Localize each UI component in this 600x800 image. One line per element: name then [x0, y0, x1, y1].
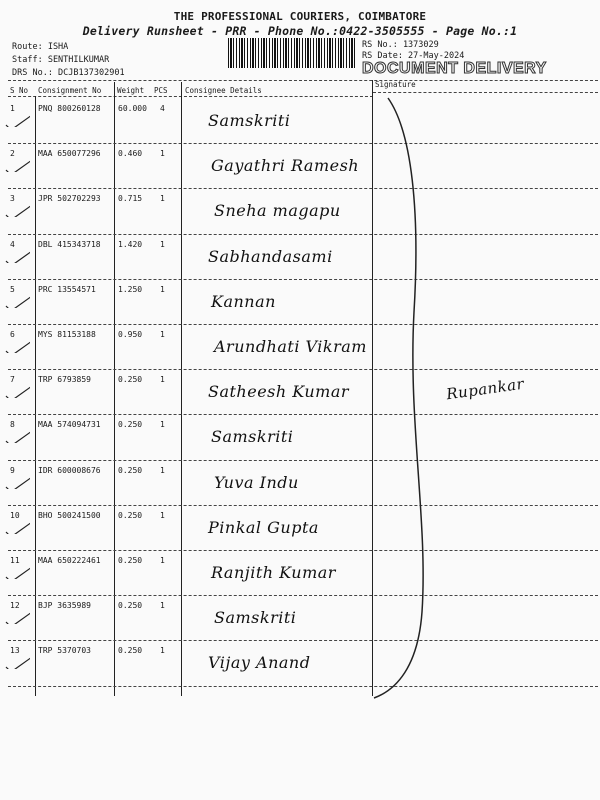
row-divider: [8, 595, 598, 596]
row-serial-number: 2: [10, 149, 15, 159]
column-header-details: Consignee Details: [185, 86, 262, 95]
row-consignee-name: Samskriti: [208, 111, 291, 130]
row-consignee-name: Yuva Indu: [214, 472, 299, 492]
check-mark-icon: [4, 429, 30, 443]
row-pieces: 1: [160, 284, 165, 294]
row-divider: [8, 143, 598, 144]
row-consignment-number: PRC 13554571: [38, 284, 96, 294]
row-serial-number: 8: [10, 420, 15, 430]
staff-label: Staff: SENTHILKUMAR: [12, 55, 110, 65]
row-pieces: 1: [160, 510, 165, 520]
row-consignment-number: BHO 500241500: [38, 510, 101, 520]
row-pieces: 1: [160, 465, 165, 475]
row-consignee-name: Kannan: [211, 291, 276, 311]
row-pieces: 1: [160, 420, 165, 430]
row-serial-number: 9: [10, 465, 15, 475]
row-serial-number: 11: [10, 556, 20, 565]
row-divider: [8, 640, 598, 641]
row-consignment-number: TRP 5370703: [38, 646, 91, 656]
check-mark-icon: [4, 520, 30, 534]
row-divider: [8, 550, 598, 551]
row-pieces: 1: [160, 330, 165, 339]
row-consignee-name: Arundhati Vikram: [214, 337, 367, 356]
row-serial-number: 10: [10, 510, 20, 520]
row-pieces: 1: [160, 194, 165, 204]
row-weight: 0.250: [118, 601, 143, 611]
row-weight: 0.460: [118, 149, 143, 159]
row-serial-number: 4: [10, 239, 15, 249]
column-header-signature: Signature: [375, 80, 416, 89]
row-divider: [8, 279, 598, 280]
signature-bracket: [372, 92, 432, 704]
row-divider: [8, 505, 598, 506]
row-weight: 1.250: [118, 284, 143, 294]
row-weight: 0.250: [118, 465, 143, 475]
row-weight: 1.420: [118, 239, 143, 249]
row-consignee-name: Sneha magapu: [214, 201, 341, 221]
row-consignee-name: Vijay Anand: [208, 653, 311, 673]
row-consignment-number: JPR 502702293: [38, 194, 101, 204]
barcode: [228, 38, 356, 68]
row-serial-number: 5: [10, 284, 15, 294]
check-mark-icon: [4, 565, 30, 579]
row-divider: [8, 324, 598, 325]
row-serial-number: 6: [10, 330, 15, 339]
row-consignee-name: Gayathri Ramesh: [211, 156, 360, 176]
row-weight: 60.000: [118, 104, 147, 113]
row-weight: 0.250: [118, 510, 143, 520]
row-divider: [8, 188, 598, 189]
document-title: THE PROFESSIONAL COURIERS, COIMBATORE: [173, 10, 427, 23]
row-weight: 0.715: [118, 194, 143, 204]
row-divider: [8, 369, 598, 370]
check-mark-icon: [4, 113, 30, 127]
row-pieces: 4: [160, 104, 165, 113]
check-mark-icon: [4, 475, 30, 489]
check-mark-icon: [4, 339, 30, 353]
row-pieces: 1: [160, 239, 165, 249]
row-consignee-name: Satheesh Kumar: [208, 382, 350, 402]
row-pieces: 1: [160, 375, 165, 385]
row-serial-number: 1: [10, 104, 15, 113]
row-pieces: 1: [160, 601, 165, 611]
row-serial-number: 7: [10, 375, 15, 385]
check-mark-icon: [4, 655, 30, 669]
column-header-weight: Weight: [117, 86, 145, 95]
row-divider: [8, 234, 598, 235]
row-pieces: 1: [160, 149, 165, 159]
rs-number: RS No.: 1373029: [362, 40, 439, 50]
document-subtitle: Delivery Runsheet - PRR - Phone No.:0422-3505555 - Page No.:1: [82, 24, 518, 38]
header-rule: [8, 96, 373, 97]
row-consignment-number: MYS 81153188: [38, 330, 96, 339]
row-pieces: 1: [160, 646, 165, 656]
row-divider: [8, 686, 598, 687]
row-serial-number: 3: [10, 194, 15, 204]
check-mark-icon: [4, 249, 30, 263]
row-consignment-number: MAA 574094731: [38, 420, 101, 430]
row-weight: 0.250: [118, 375, 143, 385]
row-consignee-name: Samskriti: [211, 427, 294, 447]
row-consignment-number: IDR 600008676: [38, 465, 101, 475]
table-top-rule: [8, 80, 598, 81]
row-consignment-number: MAA 650222461: [38, 556, 101, 565]
check-mark-icon: [4, 294, 30, 308]
row-consignment-number: BJP 3635989: [38, 601, 91, 611]
column-header-consignment: Consignment No: [38, 86, 102, 95]
row-consignee-name: Pinkal Gupta: [208, 517, 319, 537]
drs-number: DRS No.: DCJB137302901: [12, 68, 125, 78]
row-consignee-name: Sabhandasami: [208, 246, 333, 266]
column-header-sno: S No: [10, 86, 29, 95]
row-weight: 0.950: [118, 330, 143, 339]
row-consignee-name: Samskriti: [214, 608, 297, 628]
row-serial-number: 13: [10, 646, 20, 656]
check-mark-icon: [4, 203, 30, 217]
row-weight: 0.250: [118, 420, 143, 430]
rs-date: RS Date: 27-May-2024: [362, 51, 465, 61]
row-weight: 0.250: [118, 646, 143, 656]
column-divider: [181, 82, 182, 696]
column-divider: [35, 96, 36, 696]
check-mark-icon: [4, 384, 30, 398]
column-header-pcs: PCS: [154, 86, 168, 95]
row-consignment-number: MAA 650077296: [38, 149, 101, 159]
row-pieces: 1: [160, 556, 165, 565]
row-consignee-name: Ranjith Kumar: [211, 563, 336, 582]
row-weight: 0.250: [118, 556, 143, 565]
row-serial-number: 12: [10, 601, 20, 611]
document-delivery-stamp: DOCUMENT DELIVERY: [362, 60, 547, 77]
check-mark-icon: [4, 610, 30, 624]
row-consignment-number: PNQ 800260128: [38, 104, 101, 113]
row-consignment-number: DBL 415343718: [38, 239, 101, 249]
row-divider: [8, 460, 598, 461]
column-divider: [114, 82, 115, 696]
check-mark-icon: [4, 158, 30, 172]
route-label: Route: ISHA: [12, 42, 69, 52]
recipient-signature: Rupankar: [445, 374, 526, 404]
row-consignment-number: TRP 6793859: [38, 375, 91, 385]
row-divider: [8, 414, 598, 415]
